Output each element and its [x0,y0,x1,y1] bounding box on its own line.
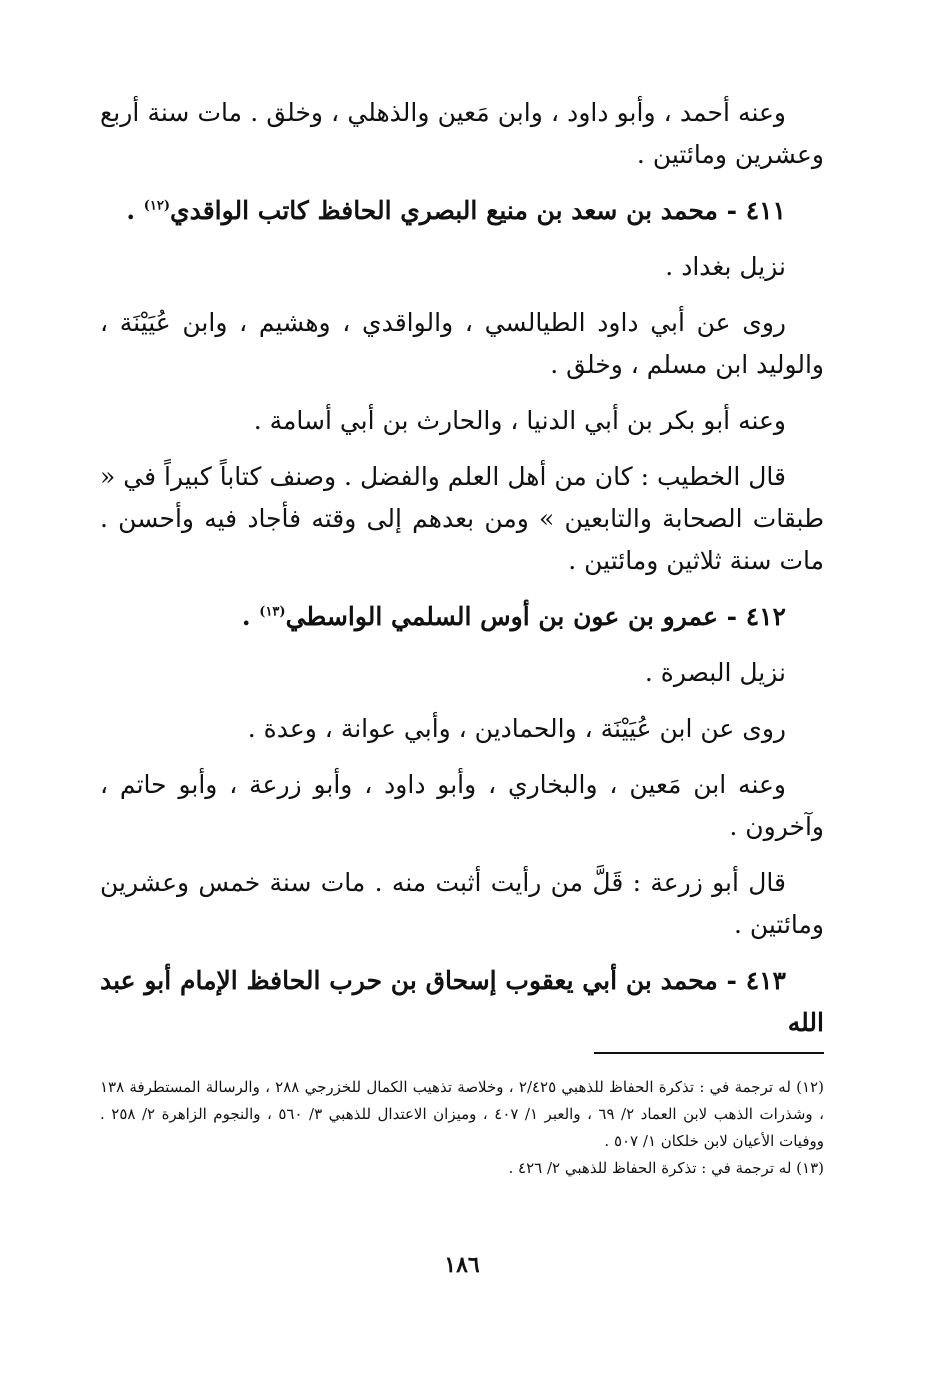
book-page [100,92,824,1292]
entry-heading-412 [100,596,824,638]
paragraph: قال الخطيب : كان من أهل العلم والفضل . وصنف كتاباً كبيراً في « طبقات الصحابة والتابعين » ومن بعدهم إلى وقته فأجاد فيه وأحسن . مات سنة ثلاثين ومائتين . [100,462,824,575]
footnote-13: (١٣) له ترجمة في : تذكرة الحفاظ للذهبي ٢/ ٤٢٦ . [508,1159,824,1177]
entry-title: محمد بن سعد بن منيع البصري الحافظ كاتب الواقدي [170,196,718,225]
footnote-divider [594,1052,824,1054]
entry-title: عمرو بن عون بن أوس السلمي الواسطي [285,602,718,631]
page-number: ١٨٦ [444,1252,480,1278]
entry-number: ٤١١ - [726,196,786,225]
paragraph: وعنه ابن مَعين ، والبخاري ، وأبو داود ، وأبو زرعة ، وأبو حاتم ، وآخرون . [100,770,824,841]
entry-heading-413 [100,960,824,1044]
paragraph: نزيل بغداد . [665,252,786,281]
entry-title: محمد بن أبي يعقوب إسحاق بن حرب الحافظ الإمام أبو عبد الله [100,966,824,1037]
entry-number: ٤١٢ - [726,602,786,631]
footnote-ref[interactable]: (١٢) [143,198,171,214]
paragraph: روى عن ابن عُيَيْنَة ، والحمادين ، وأبي عوانة ، وعدة . [247,714,786,743]
paragraph: وعنه أبو بكر بن أبي الدنيا ، والحارث بن أبي أسامة . [253,406,786,435]
footnote-12: (١٢) له ترجمة في : تذكرة الحفاظ للذهبي ٢/٤٢٥ ، وخلاصة تذهيب الكمال للخزرجي ٢٨٨ ، والرسالة المستطرفة ١٣٨ ، وشذرات الذهب لابن العماد ٢/ ٦٩ ، والعبر ١/ ٤٠٧ ، وميزان الاعتدال للذهبي ٣/ ٥٦٠ ، والنجوم الزاهرة ٢/ ٢٥٨ . ووفيات الأعيان لابن خلكان ١/ ٥٠٧ . [100,1078,825,1150]
footnote-ref[interactable]: (١٣) [259,604,286,620]
entry-end: . [126,196,144,225]
footnotes [100,1074,824,1182]
entry-end: . [241,602,260,631]
entry-heading-411 [100,190,824,232]
paragraph: قال أبو زرعة : قَلَّ من رأيت أثبت منه . مات سنة خمس وعشرين ومائتين . [100,868,824,939]
paragraph: وعنه أحمد ، وأبو داود ، وابن مَعين والذهلي ، وخلق . مات سنة أربع وعشرين ومائتين . [100,98,824,169]
entry-number: ٤١٣ - [726,966,786,995]
paragraph: نزيل البصرة . [644,658,786,687]
paragraph: روى عن أبي داود الطيالسي ، والواقدي ، وهشيم ، وابن عُيَيْنَة ، والوليد ابن مسلم ، وخلق . [100,308,824,379]
